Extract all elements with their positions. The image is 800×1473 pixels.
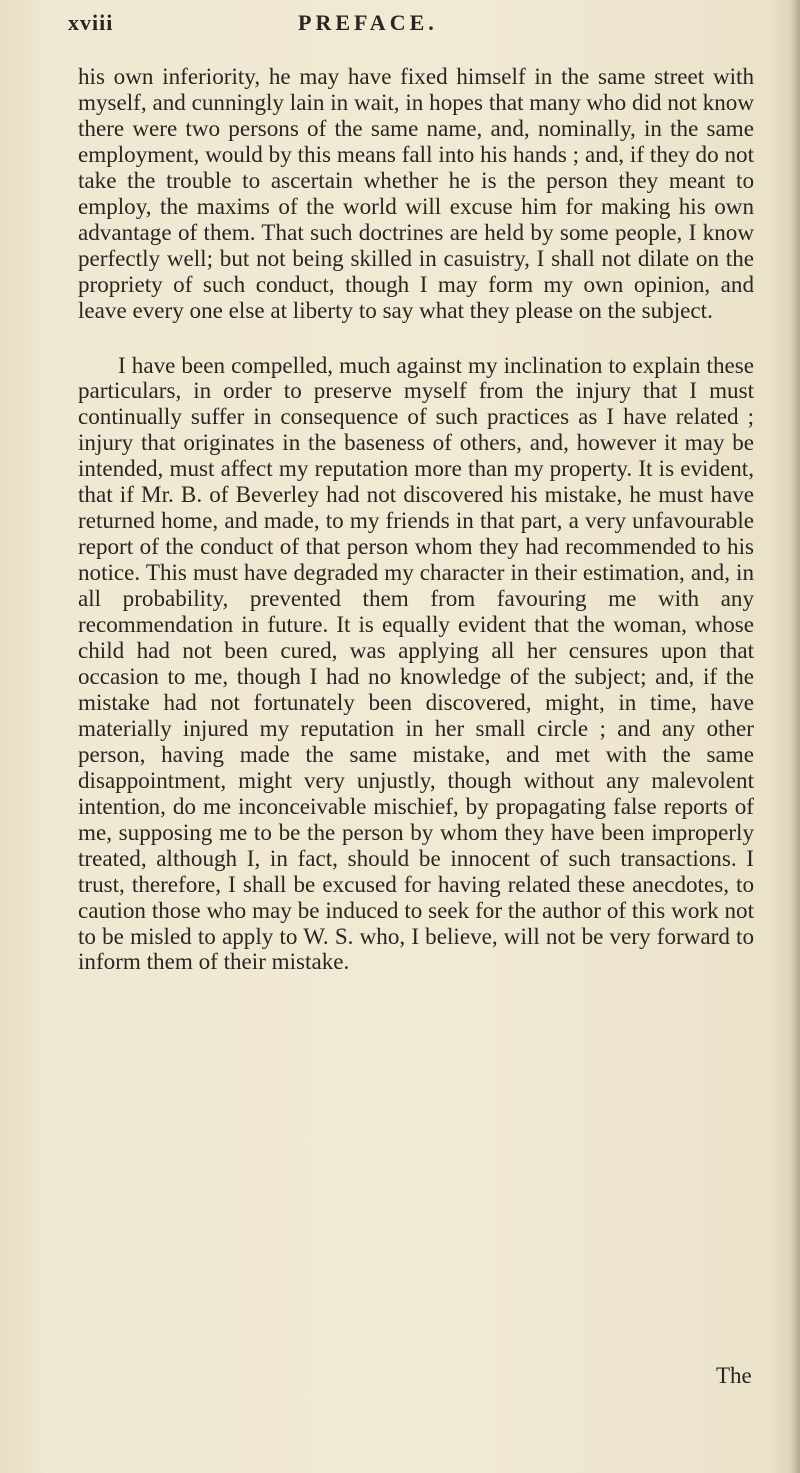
page-header xyxy=(68,6,668,42)
page-number: xviii xyxy=(68,10,114,35)
body-text xyxy=(78,64,754,975)
running-head: PREFACE. xyxy=(298,10,438,35)
paragraph: I have been compelled, much against my inclination to explain these particulars, in order to preserve myself from the injury that I must continually suffer in consequence of such practices as I have related ; injury that originates in the baseness of others, and, however it may be intended, must affect my reputation more than my property. It is evident, that if Mr. B. of Beverley had not discovered his mistake, he must have returned home, and made, to my friends in that part, a very unfavourable report of the conduct of that person whom they had recommended to his notice. This must have degraded my character in their estimation, and, in all probability, prevented them from favouring me with any recommendation in future. It is equally evident that the woman, whose child had not been cured, was applying all her censures upon that occasion to me, though I had no knowledge of the subject; and, if the mistake had not fortunately been discovered, might, in time, have materially injured my reputation in her small circle ; and any other person, having made the same mistake, and met with the same disappointment, might very unjustly, though without any malevolent intention, do me inconceivable mischief, by propagating false reports of me, supposing me to be the person by whom they have been improperly treated, although I, in fact, should be innocent of such transactions. I trust, therefore, I shall be excused for having related these anecdotes, to caution those who may be induced to seek for the author of this work not to be misled to apply to W. S. who, I believe, will not be very forward to inform them of their mistake. xyxy=(78,351,754,975)
catchword: The xyxy=(716,1363,752,1388)
page-edge-shadow xyxy=(790,0,800,1473)
paragraph-continued: his own inferiority, he may have fixed himself in the same street with myself, and cunningly lain in wait, in hopes that many who did not know there were two persons of the same name, and, nominally, in the same employment, would by this means fall into his hands ; and, if they do not take the trouble to ascertain whether he is the person they meant to employ, the maxims of the world will excuse him for making his own advantage of them. That such doctrines are held by some people, I know perfectly well; but not being skilled in casuistry, I shall not dilate on the propriety of such conduct, though I may form my own opinion, and leave every one else at liberty to say what they please on the subject. xyxy=(78,63,754,323)
